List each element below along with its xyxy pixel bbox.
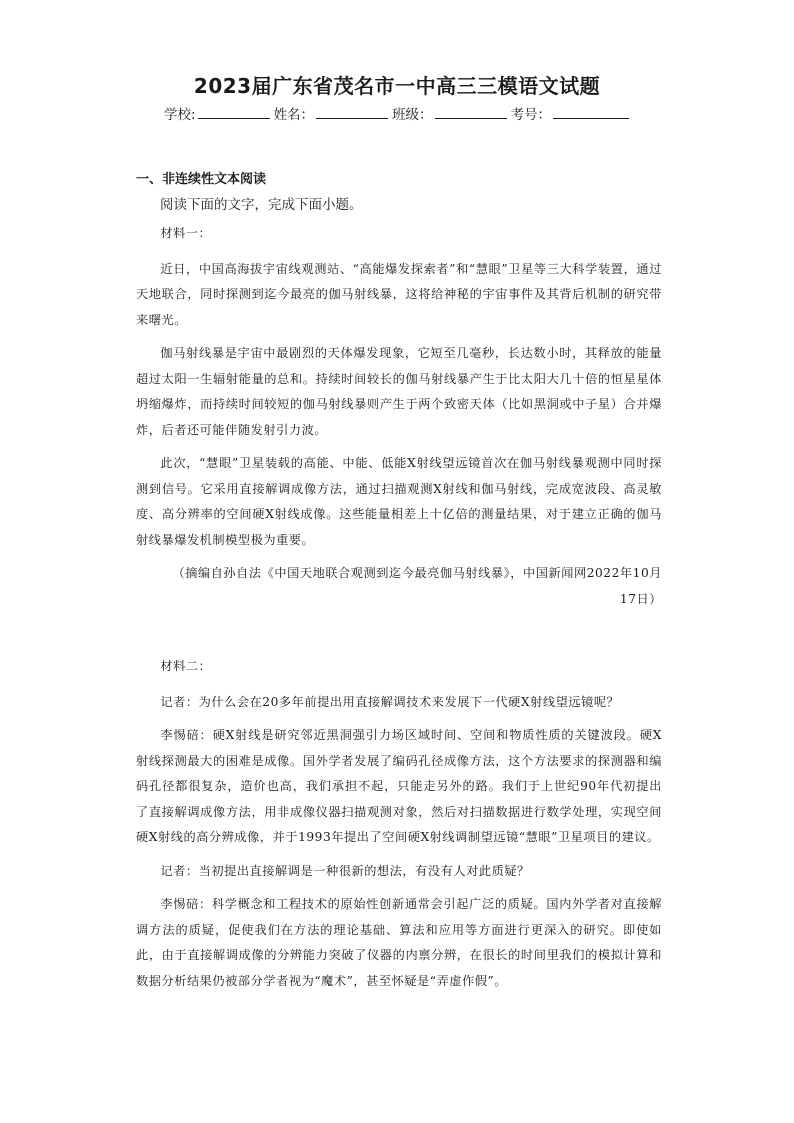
interview-answer: 李惕碚：科学概念和工程技术的原始性创新通常会引起广泛的质疑。国内外学者对直接解调方法的质疑，促使我们在方法的理论基础、算法和应用等方面进行更深入的研究。即使如此，由于直接解调成像的分辨能力突破了仪器的内禀分辨，在很长的时间里我们的模拟计算和数据分析结果仍被部分学者视为“魔术”，甚至怀疑是“弄虚作假”。 <box>136 897 662 988</box>
interview-answer: 李惕碚：硬X射线是研究邻近黑洞强引力场区域时间、空间和物质性质的关键波段。硬X射线探测最大的困难是成像。国外学者发展了编码孔径成像方法，这个方法要求的探测器和编码孔径都很复杂，造价也高，我们承担不起，只能走另外的路。我们于上世纪90年代初提出了直接解调成像方法，用非成像仪器扫描观测对象，然后对扫描数据进行数学处理，实现空间硬X射线的高分辨成像，并于1993年提出了空间硬X射线调制望远镜“慧眼”卫星项目的建议。 <box>136 728 662 844</box>
material-one-label: 材料一： <box>160 226 212 240</box>
section-heading: 一、非连续性文本阅读 <box>136 172 267 187</box>
section-instruction: 阅读下面的文字，完成下面小题。 <box>160 197 363 213</box>
material-one-paragraph: 伽马射线暴是宇宙中最剧烈的天体爆发现象，它短至几毫秒，长达数小时，其释放的能量超过太阳一生辐射能量的总和。持续时间较长的伽马射线暴产生于比太阳大几十倍的恒星星体坍缩爆炸，而持续时间较短的伽马射线暴则产生于两个致密天体（比如黑洞或中子星）合并爆炸，后者还可能伴随发射引力波。 <box>136 346 662 437</box>
material-two-label: 材料二： <box>160 659 212 673</box>
exam-number-blank[interactable] <box>553 103 629 119</box>
interview-question: 记者：当初提出直接解调是一种很新的想法，有没有人对此质疑？ <box>160 863 530 878</box>
school-blank[interactable] <box>198 103 270 119</box>
material-one-paragraph: 此次，“慧眼”卫星装载的高能、中能、低能X射线望远镜首次在伽马射线暴观测中同时探测到信号。它采用直接解调成像方法，通过扫描观测X射线和伽马射线，完成宽波段、高灵敏度、高分辨率的空间硬X射线成像。这些能量相差上十亿倍的测量结果，对于建立正确的伽马射线暴爆发机制模型极为重要。 <box>136 456 662 547</box>
class-label: 班级： <box>392 107 433 123</box>
name-label: 姓名： <box>273 107 315 123</box>
material-one-paragraph: 近日，中国高海拔宇宙线观测站、“高能爆发探索者”和“慧眼”卫星等三大科学装置，通过天地联合，同时探测到迄今最亮的伽马射线暴，这将给神秘的宇宙事件及其背后机制的研究带来曙光。 <box>136 261 662 327</box>
class-blank[interactable] <box>435 103 507 119</box>
material-one <box>136 221 662 612</box>
interview-question: 记者：为什么会在20多年前提出用直接解调技术来发展下一代硬X射线望远镜呢？ <box>160 694 620 709</box>
name-blank[interactable] <box>316 103 388 119</box>
school-label: 学校: <box>164 107 196 123</box>
student-info-row <box>164 103 644 123</box>
material-one-citation: （摘编自孙自法《中国天地联合观测到迄今最亮伽马射线暴》，中国新闻网2022年10月17日） <box>172 566 662 606</box>
exam-number-label: 考号： <box>510 107 552 123</box>
material-two <box>136 654 662 994</box>
exam-title: 2023届广东省茂名市一中高三三模语文试题 <box>193 74 601 98</box>
